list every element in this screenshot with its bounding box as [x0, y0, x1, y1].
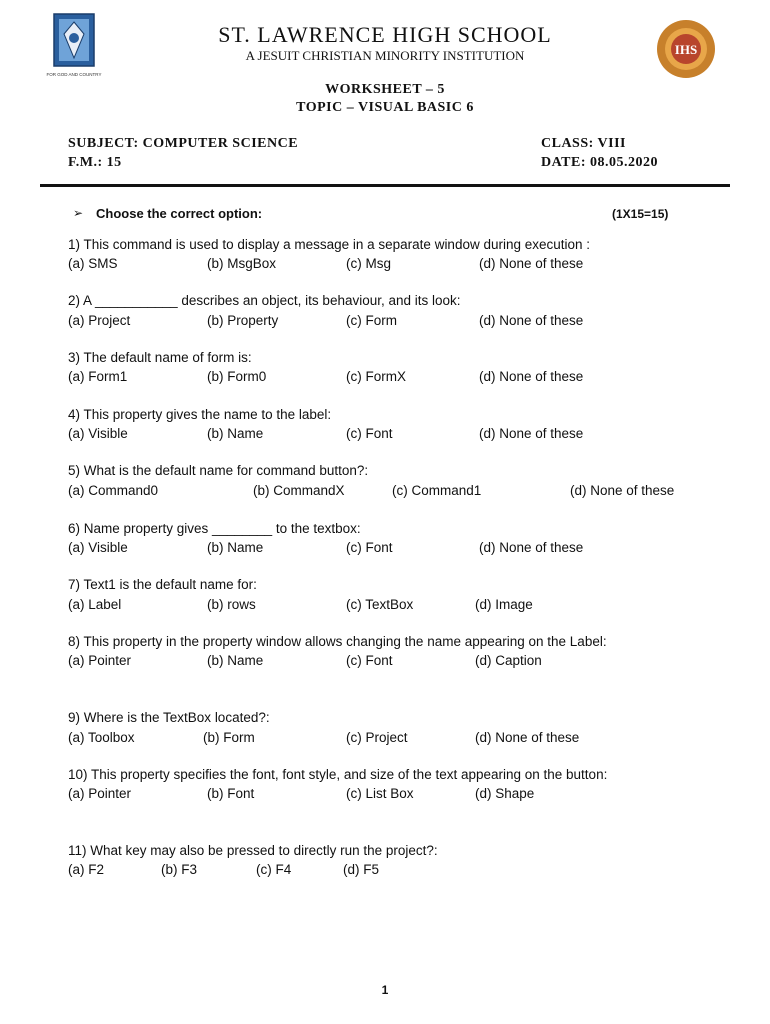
option-3a: (a) Form1: [68, 369, 128, 384]
question-7: 7) Text1 is the default name for:: [68, 577, 257, 592]
page-number: 1: [381, 983, 389, 997]
option-9c: (c) Project: [346, 730, 408, 745]
topic-title: TOPIC – VISUAL BASIC 6: [296, 100, 474, 115]
date-label: DATE: 08.05.2020: [541, 155, 659, 170]
option-8b: (b) Name: [207, 653, 264, 668]
option-6c: (c) Font: [346, 540, 393, 555]
option-7d: (d) Image: [475, 597, 533, 612]
option-3d: (d) None of these: [479, 369, 584, 384]
option-1d: (d) None of these: [479, 256, 584, 271]
option-11b: (b) F3: [161, 862, 198, 877]
option-6a: (a) Visible: [68, 540, 128, 555]
option-1b: (b) MsgBox: [207, 256, 277, 271]
option-9b: (b) Form: [203, 730, 255, 745]
option-1a: (a) SMS: [68, 256, 118, 271]
option-8c: (c) Font: [346, 653, 393, 668]
question-1: 1) This command is used to display a message in a separate window during execution :: [68, 237, 591, 252]
subject-label: SUBJECT: COMPUTER SCIENCE: [68, 136, 299, 151]
option-11d: (d) F5: [343, 862, 380, 877]
question-6: 6) Name property gives ________ to the textbox:: [68, 521, 361, 536]
option-5a: (a) Command0: [68, 483, 159, 498]
class-label: CLASS: VIII: [541, 136, 626, 151]
option-2d: (d) None of these: [479, 313, 584, 328]
question-8: 8) This property in the property window allows changing the name appearing on the Label:: [68, 634, 607, 649]
question-11: 11) What key may also be pressed to directly run the project?:: [68, 843, 438, 858]
question-5: 5) What is the default name for command button?:: [68, 463, 369, 478]
option-10b: (b) Font: [207, 786, 255, 801]
option-7c: (c) TextBox: [346, 597, 414, 612]
option-4d: (d) None of these: [479, 426, 584, 441]
option-9a: (a) Toolbox: [68, 730, 135, 745]
option-10c: (c) List Box: [346, 786, 414, 801]
option-11c: (c) F4: [256, 862, 292, 877]
option-8a: (a) Pointer: [68, 653, 132, 668]
option-1c: (c) Msg: [346, 256, 391, 271]
option-10a: (a) Pointer: [68, 786, 132, 801]
option-5b: (b) CommandX: [253, 483, 345, 498]
option-7a: (a) Label: [68, 597, 122, 612]
full-marks-label: F.M.: 15: [68, 155, 122, 170]
option-2b: (b) Property: [207, 313, 279, 328]
instruction-text: Choose the correct option:: [96, 206, 263, 221]
option-6b: (b) Name: [207, 540, 264, 555]
school-name: ST. LAWRENCE HIGH SCHOOL: [218, 22, 552, 47]
arrow-bullet-icon: ➢: [73, 206, 84, 220]
question-2: 2) A ___________ describes an object, its behaviour, and its look:: [68, 293, 461, 308]
question-4: 4) This property gives the name to the label:: [68, 407, 332, 422]
marks-allocation: (1X15=15): [612, 207, 669, 221]
option-11a: (a) F2: [68, 862, 105, 877]
question-9: 9) Where is the TextBox located?:: [68, 710, 270, 725]
worksheet-title: WORKSHEET – 5: [325, 82, 445, 97]
option-9d: (d) None of these: [475, 730, 580, 745]
question-10: 10) This property specifies the font, font style, and size of the text appearing on the button:: [68, 767, 608, 782]
option-2c: (c) Form: [346, 313, 397, 328]
school-subtitle: A JESUIT CHRISTIAN MINORITY INSTITUTION: [245, 48, 525, 63]
option-3b: (b) Form0: [207, 369, 267, 384]
option-2a: (a) Project: [68, 313, 131, 328]
option-4a: (a) Visible: [68, 426, 128, 441]
logo-motto: FOR GOD AND COUNTRY: [46, 72, 102, 77]
option-8d: (d) Caption: [475, 653, 542, 668]
option-10d: (d) Shape: [475, 786, 535, 801]
option-7b: (b) rows: [207, 597, 256, 612]
option-4b: (b) Name: [207, 426, 264, 441]
option-6d: (d) None of these: [479, 540, 584, 555]
question-3: 3) The default name of form is:: [68, 350, 252, 365]
option-5c: (c) Command1: [392, 483, 482, 498]
option-3c: (c) FormX: [346, 369, 406, 384]
option-5d: (d) None of these: [570, 483, 675, 498]
ihs-letters: IHS: [674, 42, 698, 57]
header-divider: [40, 184, 730, 187]
option-4c: (c) Font: [346, 426, 393, 441]
